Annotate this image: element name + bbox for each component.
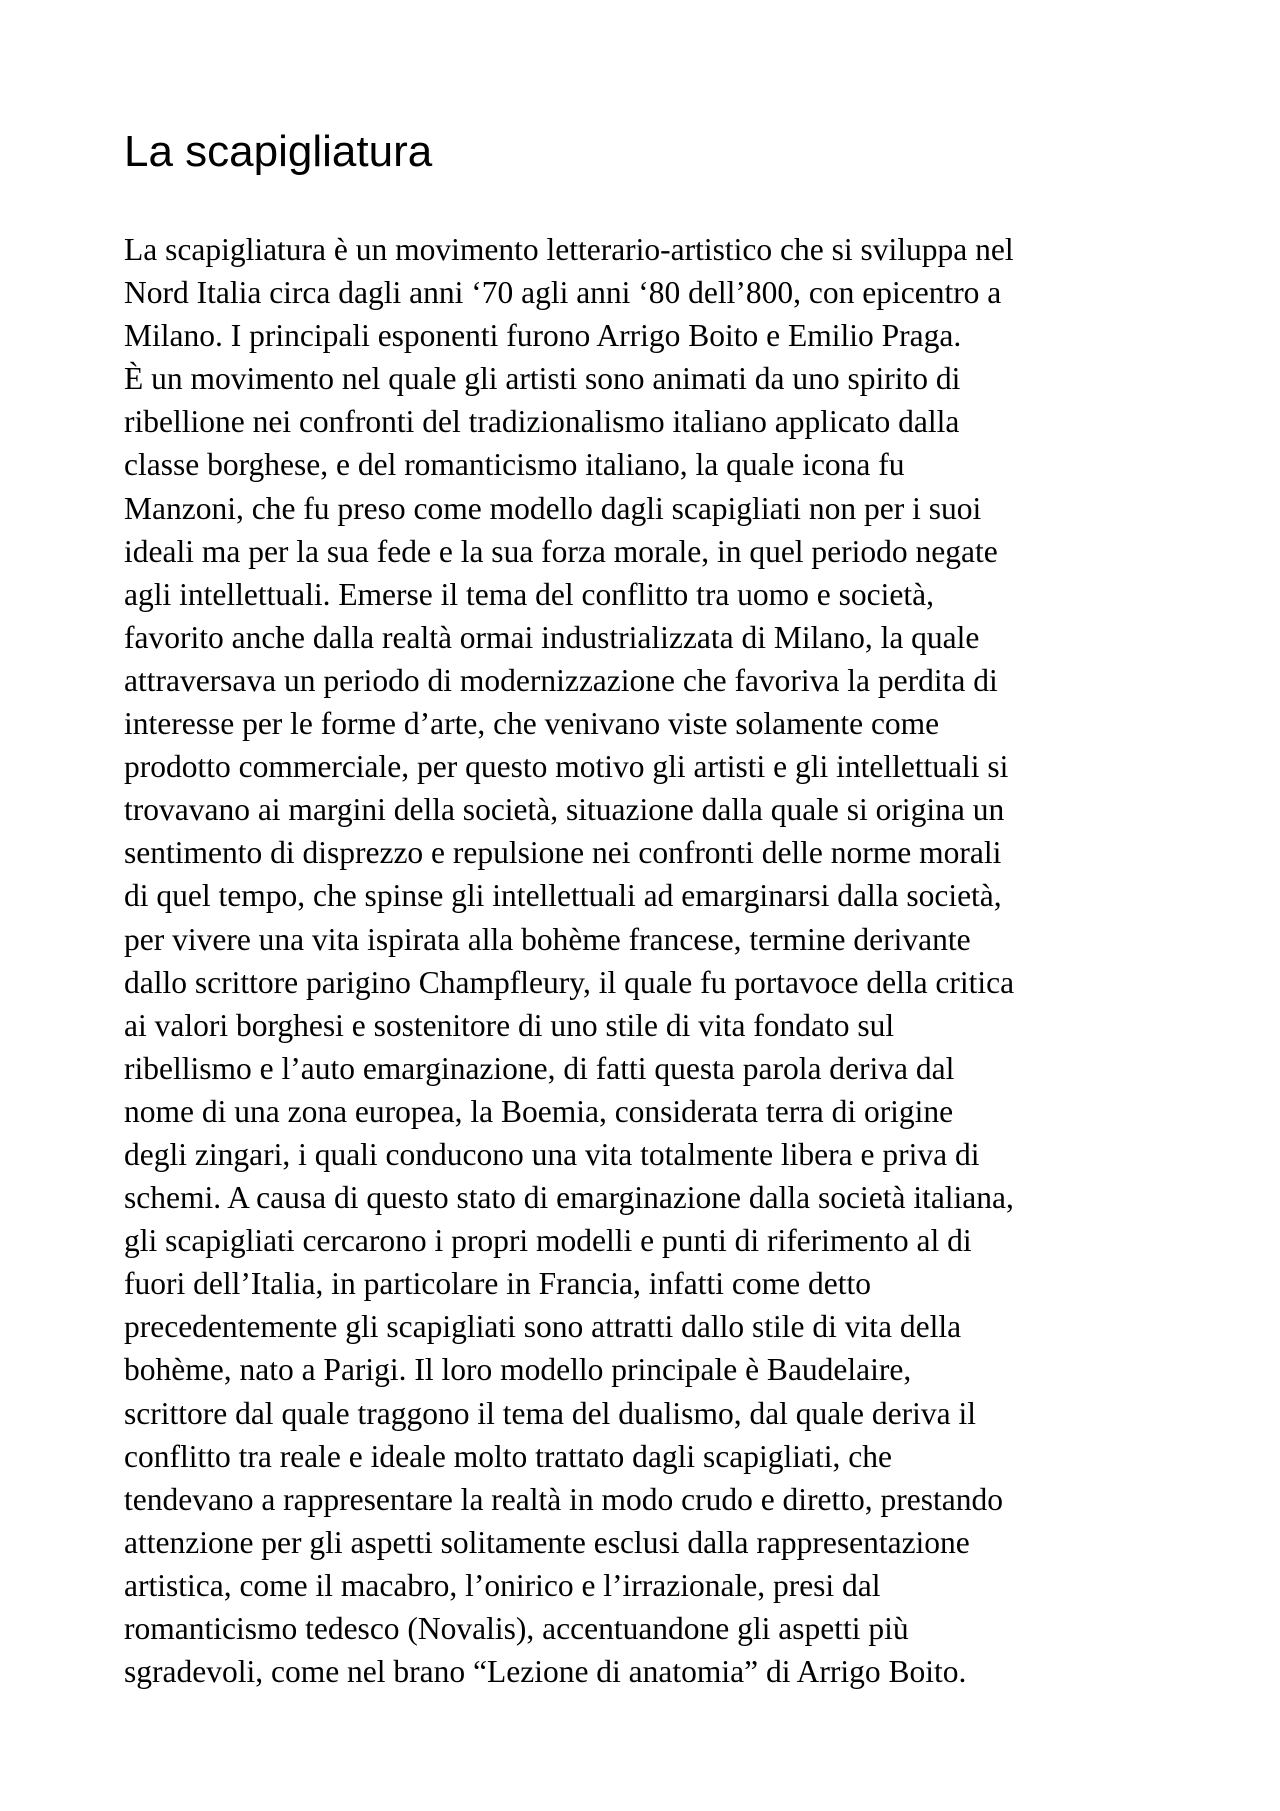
- text-line: scrittore dal quale traggono il tema del dualismo, dal quale deriva il: [124, 1395, 976, 1431]
- text-line: per vivere una vita ispirata alla bohème francese, termine derivante: [124, 921, 971, 957]
- text-line: interesse per le forme d’arte, che venivano viste solamente come: [124, 706, 940, 742]
- text-line: attenzione per gli aspetti solitamente esclusi dalla rappresentazione: [124, 1524, 970, 1560]
- text-line: La scapigliatura è un movimento letterario-artistico che si sviluppa nel: [124, 232, 1014, 267]
- text-line: ribellione nei confronti del tradizionalismo italiano applicato dalla: [124, 404, 960, 440]
- text-line: sgradevoli, come nel brano “Lezione di anatomia” di Arrigo Boito.: [124, 1654, 967, 1690]
- text-line: precedentemente gli scapigliati sono attratti dallo stile di vita della: [124, 1309, 962, 1345]
- text-line: classe borghese, e del romanticismo italiano, la quale icona fu: [124, 447, 905, 483]
- text-line: È un movimento nel quale gli artisti sono animati da uno spirito di: [124, 361, 961, 397]
- text-line: favorito anche dalla realtà ormai industrializzata di Milano, la quale: [124, 619, 980, 655]
- body-paragraph: [124, 228, 1184, 1693]
- text-line: ai valori borghesi e sostenitore di uno stile di vita fondato sul: [124, 1007, 895, 1043]
- text-line: dallo scrittore parigino Champfleury, il quale fu portavoce della critica: [124, 964, 1015, 1000]
- text-line: degli zingari, i quali conducono una vita totalmente libera e priva di: [124, 1136, 980, 1172]
- page-title: La scapigliatura: [124, 127, 433, 176]
- text-line: Manzoni, che fu preso come modello dagli scapigliati non per i suoi: [124, 490, 982, 526]
- text-line: artistica, come il macabro, l’onirico e l’irrazionale, presi dal: [124, 1567, 881, 1603]
- text-line: Milano. I principali esponenti furono Arrigo Boito e Emilio Praga.: [124, 318, 962, 354]
- text-line: di quel tempo, che spinse gli intellettuali ad emarginarsi dalla società,: [124, 878, 1002, 914]
- text-line: agli intellettuali. Emerse il tema del conflitto tra uomo e società,: [124, 576, 934, 612]
- text-line: bohème, nato a Parigi. Il loro modello principale è Baudelaire,: [124, 1352, 912, 1388]
- text-line: nome di una zona europea, la Boemia, considerata terra di origine: [124, 1093, 954, 1129]
- text-line: tendevano a rappresentare la realtà in modo crudo e diretto, prestando: [124, 1481, 1004, 1517]
- text-line: fuori dell’Italia, in particolare in Francia, infatti come detto: [124, 1266, 871, 1302]
- text-line: schemi. A causa di questo stato di emarginazione dalla società italiana,: [124, 1180, 1014, 1216]
- text-line: conflitto tra reale e ideale molto trattato dagli scapigliati, che: [124, 1438, 892, 1474]
- text-line: gli scapigliati cercarono i propri modelli e punti di riferimento al di: [124, 1223, 972, 1259]
- text-line: attraversava un periodo di modernizzazione che favoriva la perdita di: [124, 662, 998, 698]
- text-line: prodotto commerciale, per questo motivo gli artisti e gli intellettuali si: [124, 749, 1009, 785]
- text-line: Nord Italia circa dagli anni ‘70 agli anni ‘80 dell’800, con epicentro a: [124, 275, 1002, 311]
- text-line: ribellismo e l’auto emarginazione, di fatti questa parola deriva dal: [124, 1050, 955, 1086]
- text-line: trovavano ai margini della società, situazione dalla quale si origina un: [124, 792, 1005, 828]
- text-line: sentimento di disprezzo e repulsione nei confronti delle norme morali: [124, 835, 1002, 871]
- text-line: romanticismo tedesco (Novalis), accentuandone gli aspetti più: [124, 1611, 909, 1646]
- text-line: ideali ma per la sua fede e la sua forza morale, in quel periodo negate: [124, 533, 998, 569]
